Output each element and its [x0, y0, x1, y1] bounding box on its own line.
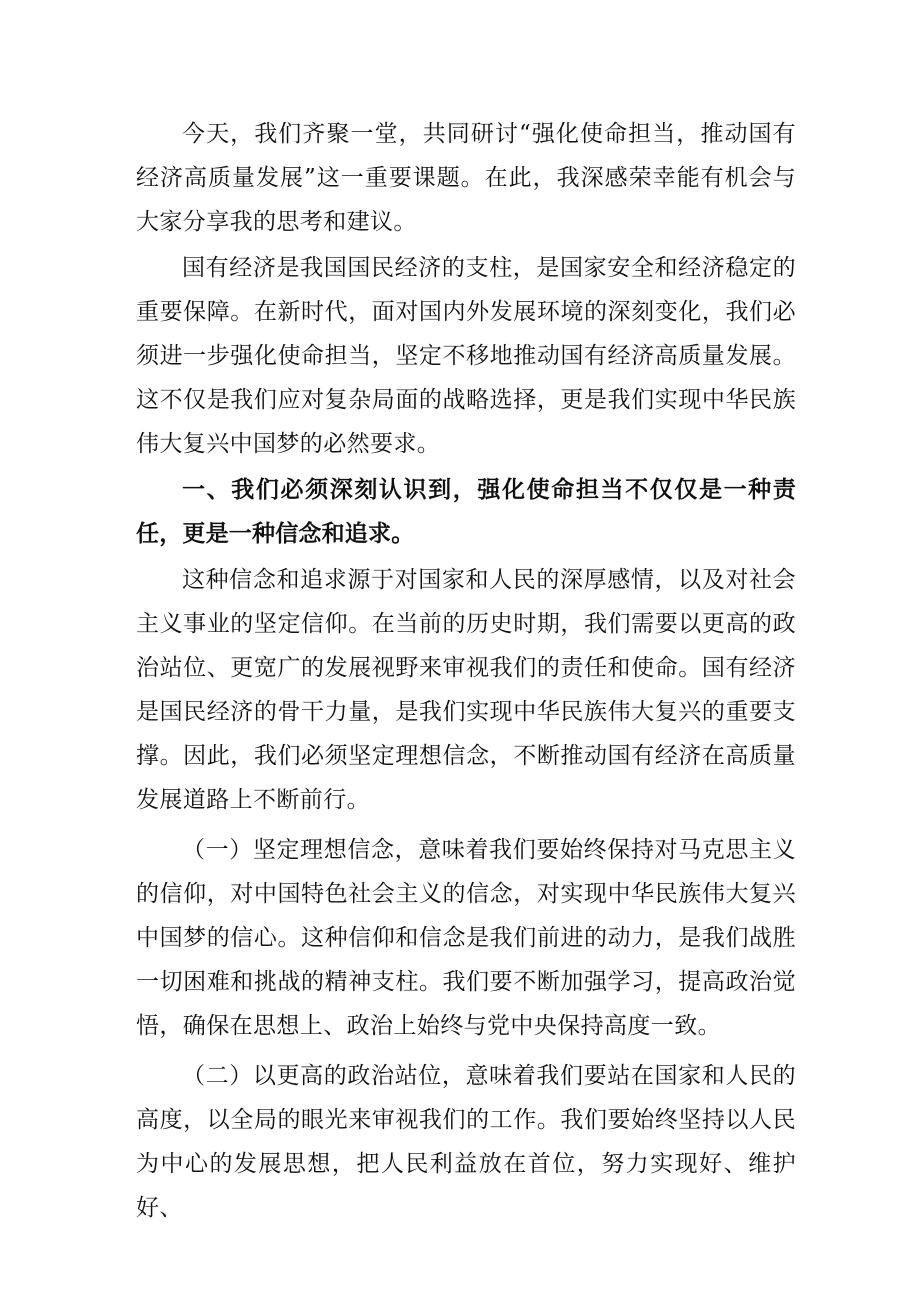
section-body-paragraph: 这种信念和追求源于对国家和人民的深厚感情，以及对社会主义事业的坚定信仰。在当前的历史时期，我们需要以更高的政治站位、更宽广的发展视野来审视我们的责任和使命。国有经济是国民经济的骨干力量，是我们实现中华民族伟大复兴的重要支撑。因此，我们必须坚定理想信念，不断推动国有经济在高质量发展道路上不断前行。	[136, 567, 796, 813]
section-heading: 一、我们必须深刻认识到，强化使命担当不仅仅是一种责任，更是一种信念和追求。	[136, 477, 796, 547]
document-body	[136, 112, 796, 1232]
context-paragraph: 国有经济是我国国民经济的支柱，是国家安全和经济稳定的重要保障。在新时代，面对国内外发展环境的深刻变化，我们必须进一步强化使命担当，坚定不移地推动国有经济高质量发展。这不仅是我们应对复杂局面的战略选择，更是我们实现中华民族伟大复兴中国梦的必然要求。	[136, 255, 796, 457]
subsection-paragraph-2: （二）以更高的政治站位，意味着我们要站在国家和人民的高度，以全局的眼光来审视我们的工作。我们要始终坚持以人民为中心的发展思想，把人民利益放在首位，努力实现好、维护好、	[136, 1063, 796, 1221]
subsection-paragraph-1: （一）坚定理想信念，意味着我们要始终保持对马克思主义的信仰，对中国特色社会主义的信念，对实现中华民族伟大复兴中国梦的信心。这种信仰和信念是我们前进的动力，是我们战胜一切困难和挑战的精神支柱。我们要不断加强学习，提高政治觉悟，确保在思想上、政治上始终与党中央保持高度一致。	[136, 837, 796, 1039]
intro-paragraph: 今天，我们齐聚一堂，共同研讨“强化使命担当，推动国有经济高质量发展”这一重要课题。在此，我深感荣幸能有机会与大家分享我的思考和建议。	[136, 121, 796, 235]
